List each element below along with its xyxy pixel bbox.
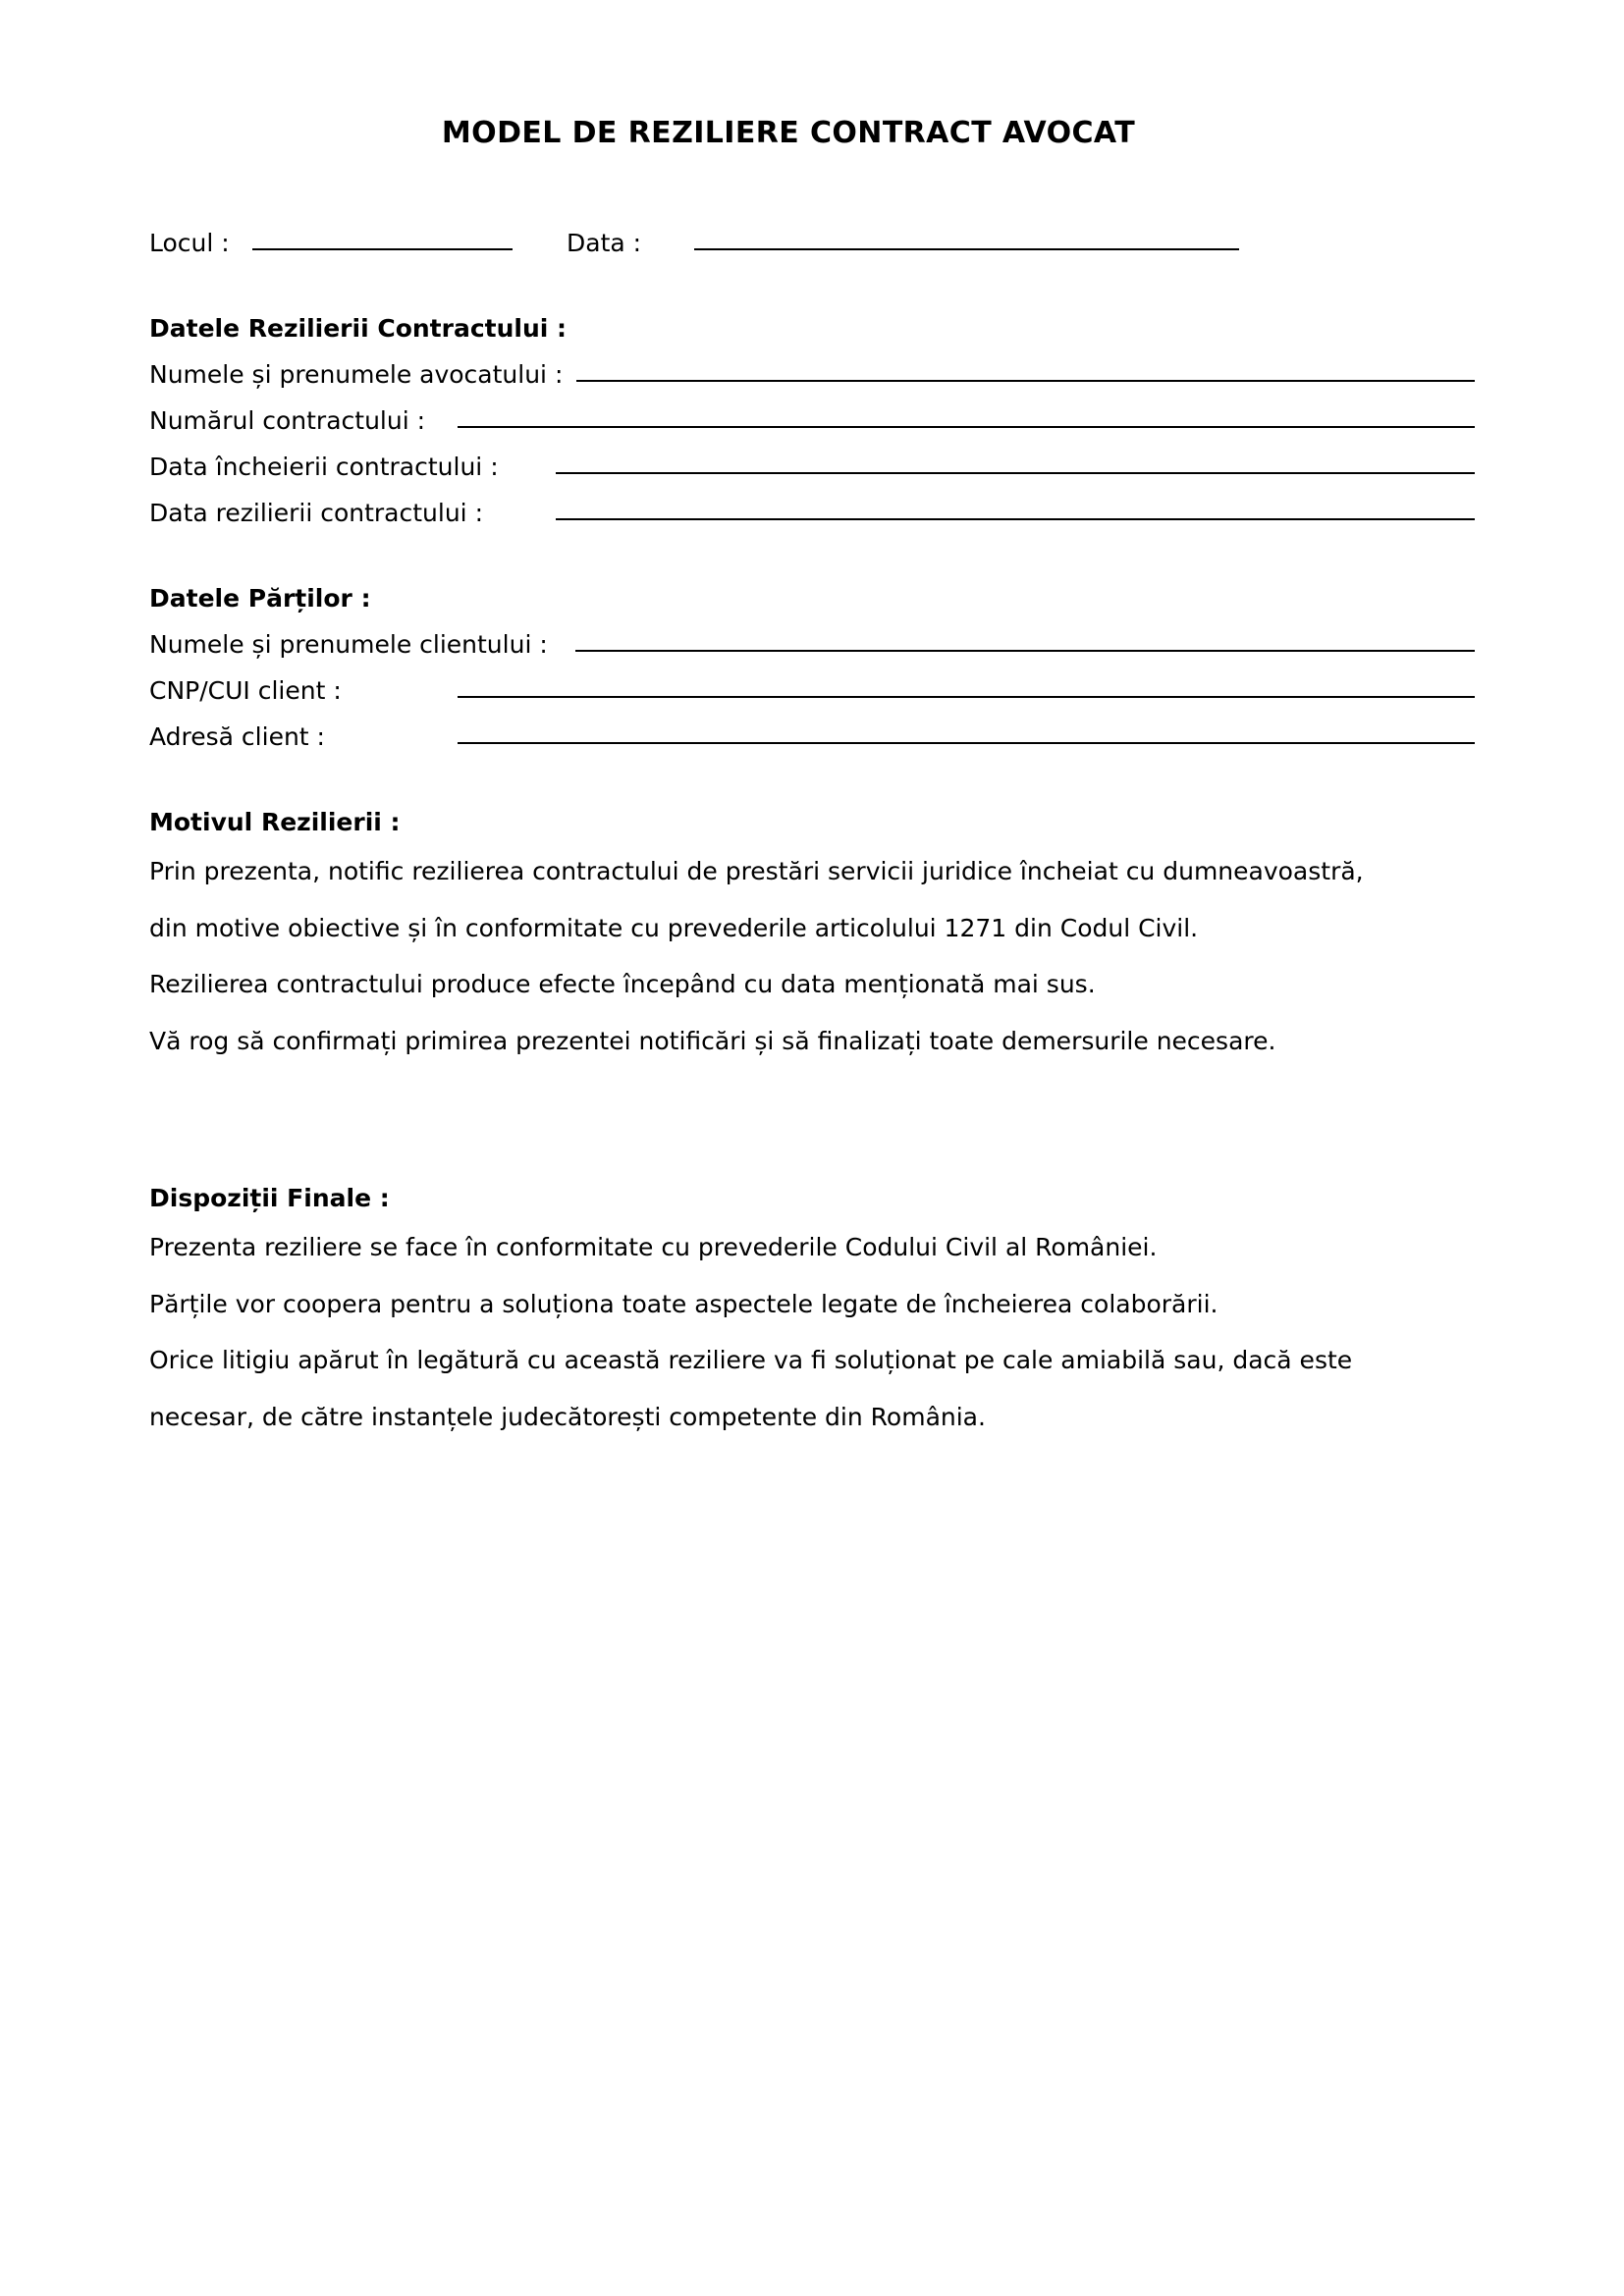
motiv-paragraph: Vă rog să confirmați primirea prezentei notificări și să finalizați toate demersurile necesare. — [149, 1026, 1276, 1055]
place-date-row — [149, 229, 1475, 257]
field-label: Data încheierii contractului : — [149, 453, 499, 481]
data-input-line[interactable] — [694, 248, 1239, 250]
field-label: Numele și prenumele clientului : — [149, 630, 548, 659]
document-content — [149, 0, 1475, 1434]
field-input-line[interactable] — [576, 380, 1475, 382]
field-row-client-cnp — [149, 676, 1475, 705]
field-row-data-reziliere — [149, 499, 1475, 527]
motiv-paragraph: Prin prezenta, notific rezilierea contractului de prestări servicii juridice încheiat cu dumneavoastră, — [149, 857, 1364, 885]
dispozitii-paragraph: Orice litigiu apărut în legătură cu această reziliere va fi soluționat pe cale amiabilă sau, dacă este — [149, 1346, 1353, 1374]
field-row-client-nume — [149, 630, 1475, 659]
locul-label: Locul : — [149, 229, 230, 257]
field-input-line[interactable] — [556, 472, 1475, 474]
field-label: Numele și prenumele avocatului : — [149, 360, 564, 389]
dispozitii-paragraph: Prezenta reziliere se face în conformitate cu prevederile Codului Civil al României. — [149, 1233, 1158, 1261]
page-title: MODEL DE REZILIERE CONTRACT AVOCAT — [441, 116, 1136, 150]
section-heading-dispozitii: Dispoziții Finale : — [149, 1184, 390, 1212]
motiv-paragraph: Rezilierea contractului produce efecte începând cu data menționată mai sus. — [149, 970, 1096, 998]
locul-input-line[interactable] — [252, 248, 513, 250]
section-heading-reziliere: Datele Rezilierii Contractului : — [149, 314, 568, 343]
motiv-paragraph: din motive obiective și în conformitate cu prevederile articolului 1271 din Codul Civil. — [149, 913, 1199, 942]
section-heading-motiv: Motivul Rezilierii : — [149, 808, 401, 836]
data-label: Data : — [567, 229, 642, 257]
field-input-line[interactable] — [458, 426, 1475, 428]
field-input-line[interactable] — [556, 518, 1475, 520]
field-row-numar-contract — [149, 406, 1475, 435]
section-heading-parti: Datele Părților : — [149, 584, 371, 613]
dispozitii-paragraph: Părțile vor coopera pentru a soluționa toate aspectele legate de încheierea colaborării. — [149, 1289, 1218, 1318]
field-input-line[interactable] — [458, 742, 1475, 744]
field-label: Numărul contractului : — [149, 406, 426, 435]
section-spacer — [149, 1058, 1475, 1127]
dispozitii-paragraph: necesar, de către instanțele judecătorești competente din România. — [149, 1402, 986, 1431]
field-input-line[interactable] — [458, 696, 1475, 698]
field-label: Adresă client : — [149, 722, 325, 751]
field-input-line[interactable] — [575, 650, 1475, 652]
field-row-client-adresa — [149, 722, 1475, 751]
field-label: CNP/CUI client : — [149, 676, 342, 705]
field-row-avocat-nume — [149, 360, 1475, 389]
field-row-data-incheiere — [149, 453, 1475, 481]
field-label: Data rezilierii contractului : — [149, 499, 483, 527]
